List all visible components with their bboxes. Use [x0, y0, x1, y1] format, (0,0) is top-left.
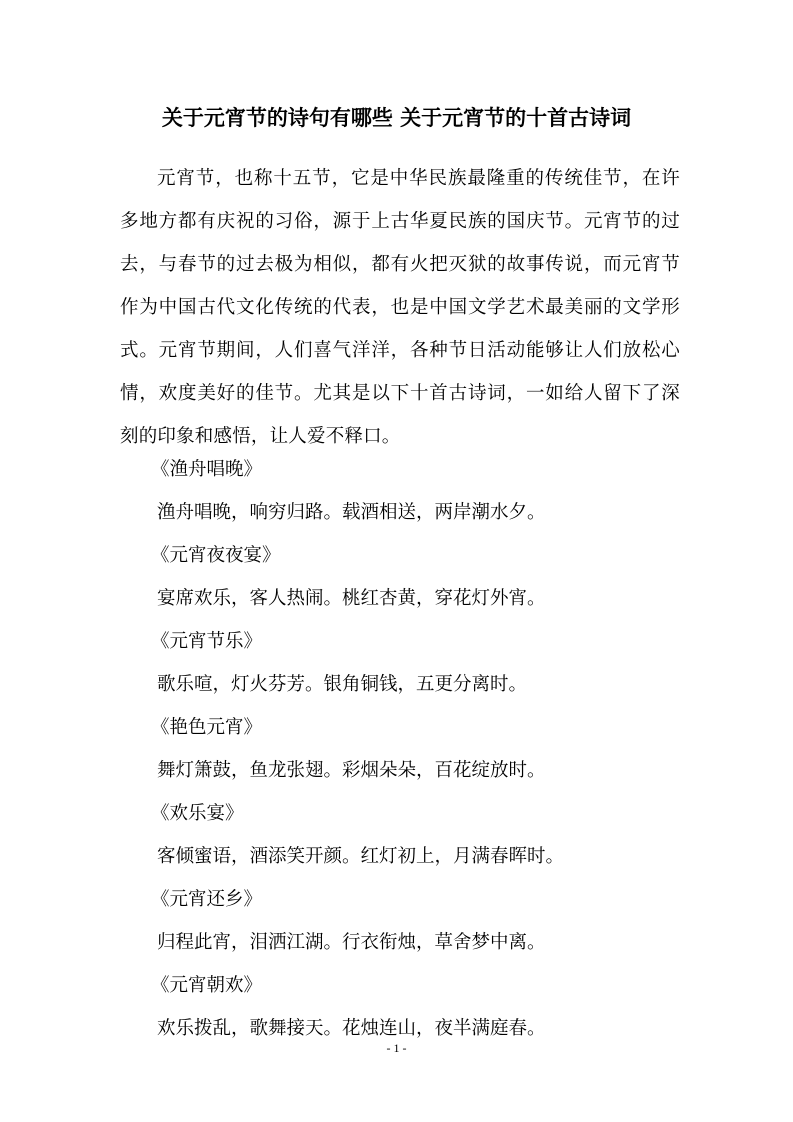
poem-item: [151, 534, 677, 620]
poem-item: [151, 792, 677, 878]
poem-list: [151, 448, 677, 1050]
poem-text: 归程此宵，泪洒江湖。行衣衔烛，草舍梦中离。: [157, 932, 546, 953]
poem-text: 客倾蜜语，酒添笑开颜。红灯初上，月满春晖时。: [157, 846, 565, 867]
poem-text: 舞灯箫鼓，鱼龙张翅。彩烟朵朵，百花绽放时。: [157, 760, 546, 781]
poem-item: [151, 706, 677, 792]
poem-item: [151, 878, 677, 964]
intro-paragraph: 元宵节，也称十五节，它是中华民族最隆重的传统佳节，在许多地方都有庆祝的习俗，源于上古华夏民族的国庆节。元宵节的过去，与春节的过去极为相似，都有火把灭狱的故事传说，而元宵节作为中国古代文化传统的代表，也是中国文学艺术最美丽的文学形式。元宵节期间，人们喜气洋洋，各种节日活动能够让人们放松心情，欢度美好的佳节。尤其是以下十首古诗词，一如给人留下了深刻的印象和感悟，让人爱不释口。: [120, 168, 680, 447]
poem-text: 宴席欢乐，客人热闹。桃红杏黄，穿花灯外宵。: [157, 588, 546, 609]
poem-title: 《元宵夜夜宴》: [151, 545, 281, 566]
poem-text: 欢乐拨乱，歌舞接天。花烛连山，夜半满庭春。: [157, 1018, 546, 1039]
poem-title: 《艳色元宵》: [151, 717, 263, 738]
poem-text: 歌乐喧，灯火芬芳。银角铜钱，五更分离时。: [157, 674, 528, 695]
page-title: 关于元宵节的诗句有哪些 关于元宵节的十首古诗词: [161, 105, 632, 130]
poem-item: [151, 964, 677, 1050]
poem-item: [151, 620, 677, 706]
poem-title: 《渔舟唱晚》: [151, 459, 263, 480]
poem-title: 《欢乐宴》: [151, 803, 244, 824]
poem-title: 《元宵节乐》: [151, 631, 263, 652]
page-number: - 1 -: [386, 1041, 407, 1055]
poem-text: 渔舟唱晚，响穷归路。载酒相送，两岸潮水夕。: [157, 502, 546, 523]
poem-item: [151, 448, 677, 534]
poem-title: 《元宵还乡》: [151, 889, 263, 910]
poem-title: 《元宵朝欢》: [151, 975, 263, 996]
